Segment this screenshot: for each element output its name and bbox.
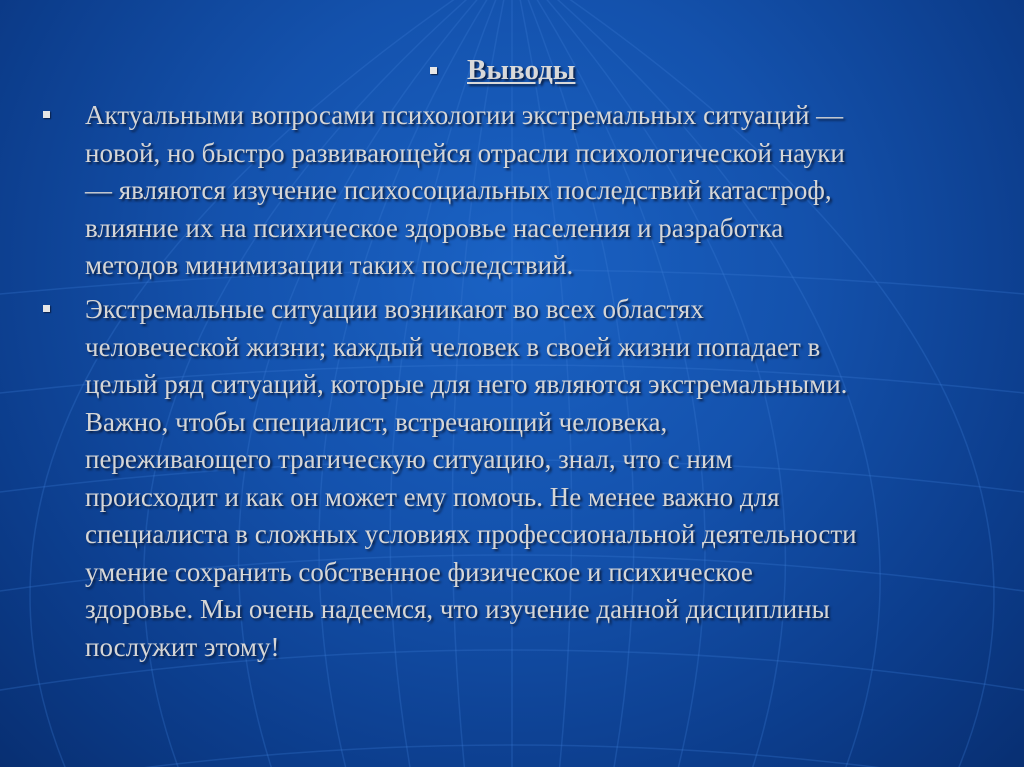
text-line: здоровье. Мы очень надеемся, что изучение данной дисциплины (85, 594, 830, 624)
text-line: умение сохранить собственное физическое и психическое (85, 556, 753, 587)
slide-heading: Выводы (467, 53, 576, 86)
text-line: человеческой жизни; каждый человек в своей жизни попадает в (85, 331, 821, 362)
text-line: происходит и как он может ему помочь. Не менее важно для (85, 481, 780, 512)
text-line: специалиста в сложных условиях профессиональной деятельности (85, 519, 857, 549)
slide-heading-row (430, 52, 575, 88)
square-bullet-icon (43, 305, 50, 312)
bullet-text-2 (85, 291, 998, 666)
square-bullet-icon (43, 111, 50, 118)
text-line: новой, но быстро развивающейся отрасли психологической науки (85, 137, 845, 168)
square-bullet-icon (430, 67, 437, 74)
text-line: методов минимизации таких последствий. (85, 250, 574, 280)
text-line: переживающего трагическую ситуацию, знал, что с ним (85, 444, 733, 474)
text-line: Актуальными вопросами психологии экстремальных ситуаций — (85, 100, 844, 130)
text-line: целый ряд ситуаций, которые для него являются экстремальными. (85, 369, 848, 399)
text-line: Экстремальные ситуации возникают во всех областях (85, 294, 704, 324)
bullet-item-2 (38, 291, 998, 666)
text-line: — являются изучение психосоциальных последствий катастроф, (85, 175, 832, 205)
bullet-item-1 (38, 97, 998, 285)
bullet-text-1 (85, 97, 998, 285)
text-line: послужит этому! (85, 631, 280, 662)
text-line: влияние их на психическое здоровье населения и разработка (85, 212, 784, 243)
text-line: Важно, чтобы специалист, встречающий человека, (85, 406, 668, 437)
